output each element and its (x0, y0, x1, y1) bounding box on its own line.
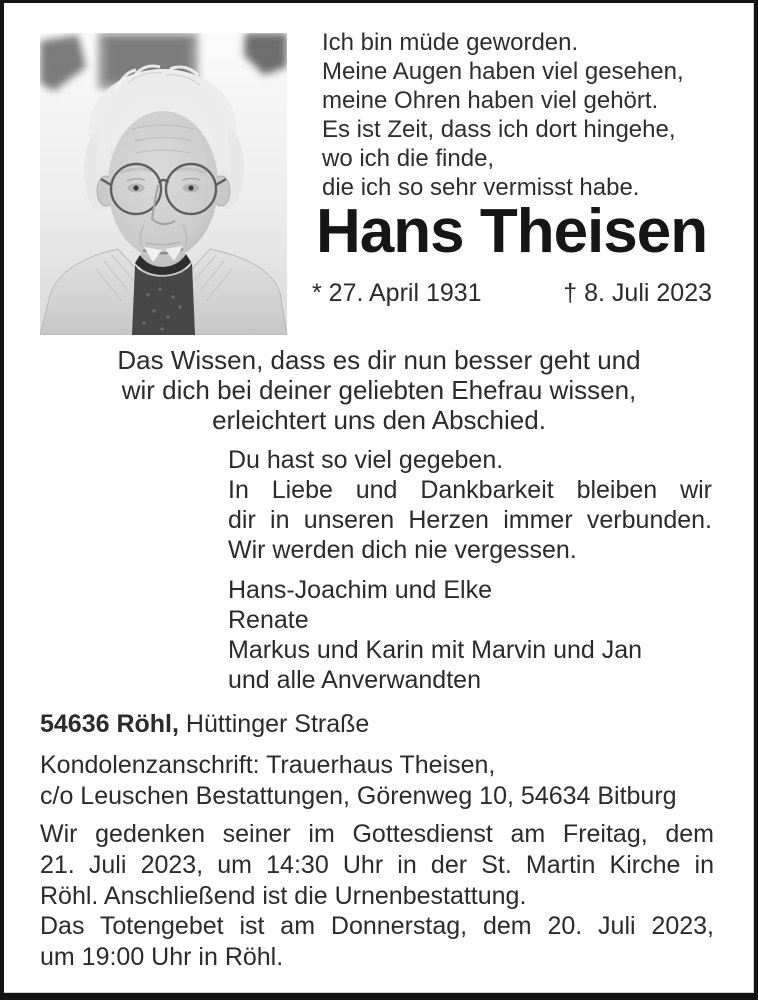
family-names (228, 575, 728, 695)
condolence-address (40, 750, 730, 812)
portrait-photo-svg (40, 33, 287, 335)
family-name-line: Hans-Joachim und Elke (228, 576, 493, 604)
message-line: Wir werden dich nie vergessen. (228, 536, 577, 564)
tribute-line: wir dich bei deiner geliebten Ehefrau wissen, (121, 375, 637, 405)
message-line: In Liebe und Dankbarkeit bleiben wir (228, 476, 712, 504)
service-line: 21. Juli 2023, um 14:30 Uhr in der St. Martin Kirche in (40, 851, 714, 879)
message-text (228, 445, 712, 565)
prayer-line: um 19:00 Uhr in Röhl. (40, 943, 284, 971)
poem (322, 28, 684, 202)
life-dates (312, 280, 712, 306)
prayer-line: Das Totengebet ist am Donnerstag, dem 20. Juli 2023, (40, 912, 714, 940)
portrait-photo (40, 33, 287, 335)
condolence-line: Kondolenzanschrift: Trauerhaus Theisen, (40, 751, 496, 779)
prayer-info (40, 911, 714, 973)
poem-line: meine Ohren haben viel gehört. (322, 87, 659, 114)
poem-line: Meine Augen haben viel gesehen, (322, 58, 684, 85)
service-line: Röhl. Anschließend ist die Urnenbestattung. (40, 882, 527, 910)
tribute-text (24, 345, 734, 435)
service-info (40, 819, 714, 912)
deceased-name: Hans Theisen (316, 197, 708, 266)
family-name-line: Renate (228, 606, 309, 634)
family-name-line: und alle Anverwandten (228, 666, 481, 694)
message-line: Du hast so viel gegeben. (228, 446, 504, 474)
tribute-line: Das Wissen, dass es dir nun besser geht und (117, 345, 641, 375)
poem-line: Es ist Zeit, dass ich dort hingehe, (322, 116, 676, 143)
poem-line: Ich bin müde geworden. (322, 29, 579, 56)
family-name-line: Markus und Karin mit Marvin und Jan (228, 636, 643, 664)
location-line (40, 710, 369, 738)
location-postal-city: 54636 Röhl, (40, 710, 179, 738)
birth-date: * 27. April 1931 (312, 279, 482, 307)
message-line: dir in unseren Herzen immer verbunden. (228, 506, 712, 534)
death-date: † 8. Juli 2023 (563, 279, 712, 307)
poem-line: wo ich die finde, (322, 145, 495, 172)
tribute-line: erleichtert uns den Abschied. (212, 405, 546, 435)
service-line: Wir gedenken seiner im Gottesdienst am Freitag, dem (40, 820, 714, 848)
location-street: Hüttinger Straße (178, 710, 370, 738)
condolence-line: c/o Leuschen Bestattungen, Görenweg 10, 54634 Bitburg (40, 782, 677, 810)
poem-line: die ich so sehr vermisst habe. (322, 174, 640, 201)
